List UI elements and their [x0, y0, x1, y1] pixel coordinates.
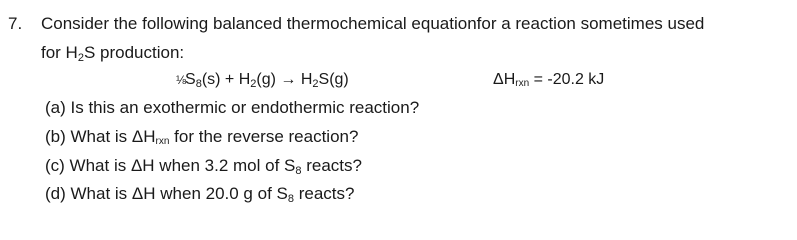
question-number: 7. [8, 14, 23, 33]
stem-subscript: 2 [77, 52, 84, 64]
equation-product: S(g) [318, 71, 349, 88]
equation-coefficient: ⅛ [176, 73, 186, 87]
part-d-subscript: 8 [287, 193, 294, 205]
equation-reactant2-subscript: 2 [250, 78, 257, 90]
part-c-suffix: reacts? [301, 156, 362, 175]
equation-product-subscript: 2 [312, 78, 319, 90]
enthalpy-number: = -20.2 kJ [529, 71, 605, 88]
part-c [45, 155, 362, 177]
part-c-prefix: (c) What is ΔH when 3.2 mol of S [45, 156, 296, 175]
part-b-prefix: (b) What is ΔH [45, 127, 156, 146]
thermochemical-equation [176, 69, 349, 91]
equation-reactant1-state: (s) + H [201, 71, 251, 88]
enthalpy-subscript: rxn [515, 78, 530, 89]
question-stem-line1: Consider the following balanced thermochemical equationfor a reaction sometimes used [41, 14, 705, 33]
equation-reactant1-subscript: 8 [195, 78, 202, 90]
part-d-prefix: (d) What is ΔH when 20.0 g of S [45, 184, 288, 203]
part-c-subscript: 8 [295, 165, 302, 177]
part-b [45, 126, 358, 148]
part-d-suffix: reacts? [293, 184, 355, 203]
equation-reactant1: S [185, 71, 196, 88]
enthalpy-symbol: ΔH [493, 71, 516, 88]
stem-prefix: for H [41, 43, 78, 62]
part-b-suffix: for the reverse reaction? [169, 127, 359, 146]
enthalpy-value [493, 69, 604, 91]
question-stem-line2 [41, 42, 184, 64]
part-a: (a) Is this an exothermic or endothermic reaction? [45, 98, 420, 117]
part-b-subscript: rxn [155, 136, 170, 147]
part-d [45, 183, 354, 205]
equation-reactant2-state: (g) → H [256, 71, 313, 88]
stem-suffix: S production: [83, 43, 185, 62]
